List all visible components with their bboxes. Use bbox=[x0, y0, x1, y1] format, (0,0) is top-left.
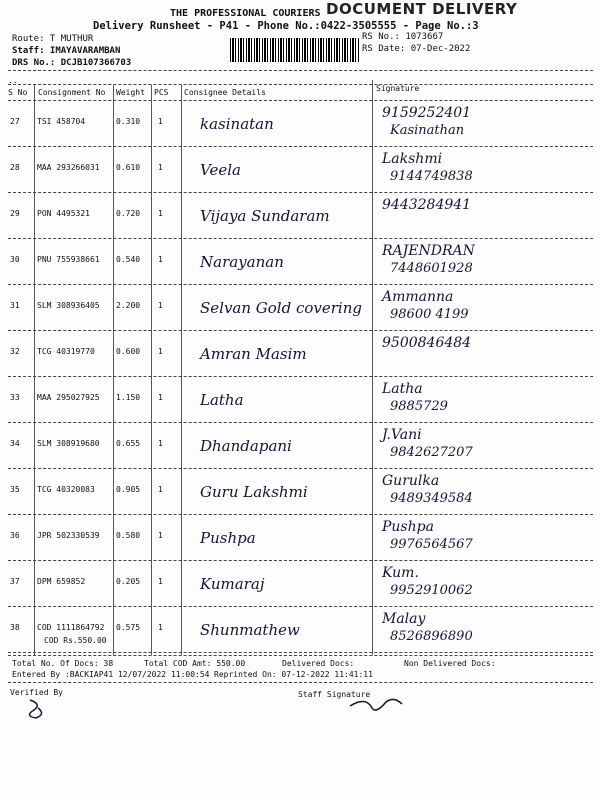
cell-sno: 32 bbox=[10, 347, 20, 356]
cell-sno: 27 bbox=[10, 117, 20, 126]
cell-signature-line1: Gurulka bbox=[382, 473, 440, 489]
rs-number: RS No.: 1073667 bbox=[362, 32, 444, 42]
cell-signature-line2: 9885729 bbox=[390, 399, 448, 414]
staff-signature-label: Staff Signature bbox=[298, 690, 371, 699]
cell-signature-line2: 9489349584 bbox=[390, 491, 473, 506]
col-header-weight: Weight bbox=[116, 88, 145, 97]
cell-pcs: 1 bbox=[158, 163, 163, 172]
cell-signature-line2: 9842627207 bbox=[390, 445, 473, 460]
cell-consignment: TSI 458704 bbox=[37, 117, 86, 126]
cell-signature-line2: 7448601928 bbox=[390, 261, 473, 276]
cell-sno: 38 bbox=[10, 623, 20, 632]
cell-signature-line2: Kasinathan bbox=[390, 123, 465, 138]
cell-consignment: MAA 295027925 bbox=[37, 393, 100, 402]
cell-signature-line2: 9144749838 bbox=[390, 169, 473, 184]
cell-pcs: 1 bbox=[158, 393, 163, 402]
cell-weight: 0.575 bbox=[116, 623, 141, 632]
cell-consignee-name: Selvan Gold covering bbox=[200, 299, 362, 317]
cell-pcs: 1 bbox=[158, 117, 163, 126]
cell-sno: 28 bbox=[10, 163, 20, 172]
cell-weight: 2.200 bbox=[116, 301, 141, 310]
cell-weight: 0.610 bbox=[116, 163, 141, 172]
cell-weight: 0.905 bbox=[116, 485, 141, 494]
cell-consignment: SLM 308936405 bbox=[37, 301, 100, 310]
cell-signature-line1: Lakshmi bbox=[382, 151, 443, 167]
cell-pcs: 1 bbox=[158, 347, 163, 356]
cell-consignee-name: Veela bbox=[200, 161, 241, 179]
cell-weight: 0.600 bbox=[116, 347, 141, 356]
cell-pcs: 1 bbox=[158, 301, 163, 310]
cell-pcs: 1 bbox=[158, 485, 163, 494]
verified-by-signature bbox=[20, 696, 60, 720]
route-label: Route: T MUTHUR bbox=[12, 34, 94, 44]
cell-cod-amount: COD Rs.550.00 bbox=[44, 636, 107, 645]
cell-consignee-name: Amran Masim bbox=[200, 345, 307, 363]
cell-pcs: 1 bbox=[158, 623, 163, 632]
cell-consignment: TCG 40320083 bbox=[37, 485, 95, 494]
cell-signature-line1: Pushpa bbox=[382, 519, 434, 535]
reprinted-on: Reprinted On: 07-12-2022 11:41:11 bbox=[214, 670, 373, 679]
cell-consignee-name: Dhandapani bbox=[200, 437, 292, 455]
cell-signature-line1: 9500846484 bbox=[382, 335, 472, 351]
cell-signature-line1: 9159252401 bbox=[382, 105, 472, 121]
cell-consignment: COD 1111864792 bbox=[37, 623, 105, 632]
cell-signature-line1: Ammanna bbox=[382, 289, 454, 305]
cell-pcs: 1 bbox=[158, 255, 163, 264]
runsheet-subtitle: Delivery Runsheet - P41 - Phone No.:0422-3505555 - Page No.:3 bbox=[93, 20, 479, 32]
cell-signature-line1: Malay bbox=[382, 611, 426, 627]
col-header-sno: S No bbox=[8, 88, 28, 97]
cell-sno: 37 bbox=[10, 577, 20, 586]
company-title: THE PROFESSIONAL COURIERS bbox=[170, 8, 321, 19]
cell-pcs: 1 bbox=[158, 577, 163, 586]
cell-consignee-name: Guru Lakshmi bbox=[200, 483, 308, 501]
col-header-signature: Signature bbox=[376, 84, 420, 93]
cell-signature-line1: J.Vani bbox=[382, 427, 422, 443]
rs-date: RS Date: 07-Dec-2022 bbox=[362, 44, 471, 54]
cell-pcs: 1 bbox=[158, 531, 163, 540]
col-header-pcs: PCS bbox=[154, 88, 169, 97]
cell-weight: 1.150 bbox=[116, 393, 141, 402]
cell-weight: 0.580 bbox=[116, 531, 141, 540]
cell-consignee-name: Shunmathew bbox=[200, 621, 300, 639]
cell-consignee-name: Narayanan bbox=[200, 253, 284, 271]
cell-consignment: PON 4495321 bbox=[37, 209, 90, 218]
cell-consignment: JPR 502330539 bbox=[37, 531, 100, 540]
cell-consignee-name: kasinatan bbox=[200, 115, 274, 133]
cell-signature-line1: Latha bbox=[382, 381, 423, 397]
staff-signature-scribble bbox=[346, 692, 406, 716]
cell-pcs: 1 bbox=[158, 209, 163, 218]
cell-consignee-name: Kumaraj bbox=[200, 575, 265, 593]
cell-sno: 30 bbox=[10, 255, 20, 264]
delivered-docs: Delivered Docs: bbox=[282, 659, 355, 668]
drs-number: DRS No.: DCJB107366703 bbox=[12, 58, 132, 68]
non-delivered-docs: Non Delivered Docs: bbox=[404, 659, 496, 668]
cell-signature-line1: 9443284941 bbox=[382, 197, 472, 213]
cell-consignee-name: Latha bbox=[200, 391, 244, 409]
cell-pcs: 1 bbox=[158, 439, 163, 448]
cell-sno: 35 bbox=[10, 485, 20, 494]
cell-consignment: DPM 659852 bbox=[37, 577, 86, 586]
cell-weight: 0.205 bbox=[116, 577, 141, 586]
cell-consignment: PNU 755938661 bbox=[37, 255, 100, 264]
cell-consignment: SLM 308919680 bbox=[37, 439, 100, 448]
cell-signature-line1: RAJENDRAN bbox=[382, 243, 475, 259]
cell-signature-line2: 8526896890 bbox=[390, 629, 473, 644]
cell-signature-line2: 98600 4199 bbox=[390, 307, 469, 322]
col-header-consignment: Consignment No bbox=[38, 88, 106, 97]
cell-signature-line1: Kum. bbox=[382, 565, 419, 581]
cell-sno: 29 bbox=[10, 209, 20, 218]
cell-sno: 36 bbox=[10, 531, 20, 540]
staff-label: Staff: IMAYAVARAMBAN bbox=[12, 46, 121, 56]
cell-weight: 0.655 bbox=[116, 439, 141, 448]
document-delivery-stamp: DOCUMENT DELIVERY bbox=[326, 0, 518, 18]
cell-sno: 33 bbox=[10, 393, 20, 402]
dash-mark: .. bbox=[8, 76, 18, 85]
col-header-consignee: Consignee Details bbox=[184, 88, 266, 97]
verified-by-label: Verified By bbox=[10, 688, 63, 697]
cell-weight: 0.310 bbox=[116, 117, 141, 126]
barcode bbox=[230, 38, 360, 62]
cell-sno: 34 bbox=[10, 439, 20, 448]
cell-consignment: TCG 40319770 bbox=[37, 347, 95, 356]
total-cod: Total COD Amt: 550.00 bbox=[144, 659, 246, 668]
cell-consignment: MAA 293266031 bbox=[37, 163, 100, 172]
cell-signature-line2: 9976564567 bbox=[390, 537, 473, 552]
cell-weight: 0.540 bbox=[116, 255, 141, 264]
cell-consignee-name: Vijaya Sundaram bbox=[200, 207, 330, 225]
entered-by: Entered By :BACKIAP41 12/07/2022 11:00:54 bbox=[12, 670, 210, 679]
total-docs: Total No. Of Docs: 38 bbox=[12, 659, 114, 668]
cell-consignee-name: Pushpa bbox=[200, 529, 256, 547]
cell-signature-line2: 9952910062 bbox=[390, 583, 473, 598]
cell-weight: 0.720 bbox=[116, 209, 141, 218]
cell-sno: 31 bbox=[10, 301, 20, 310]
